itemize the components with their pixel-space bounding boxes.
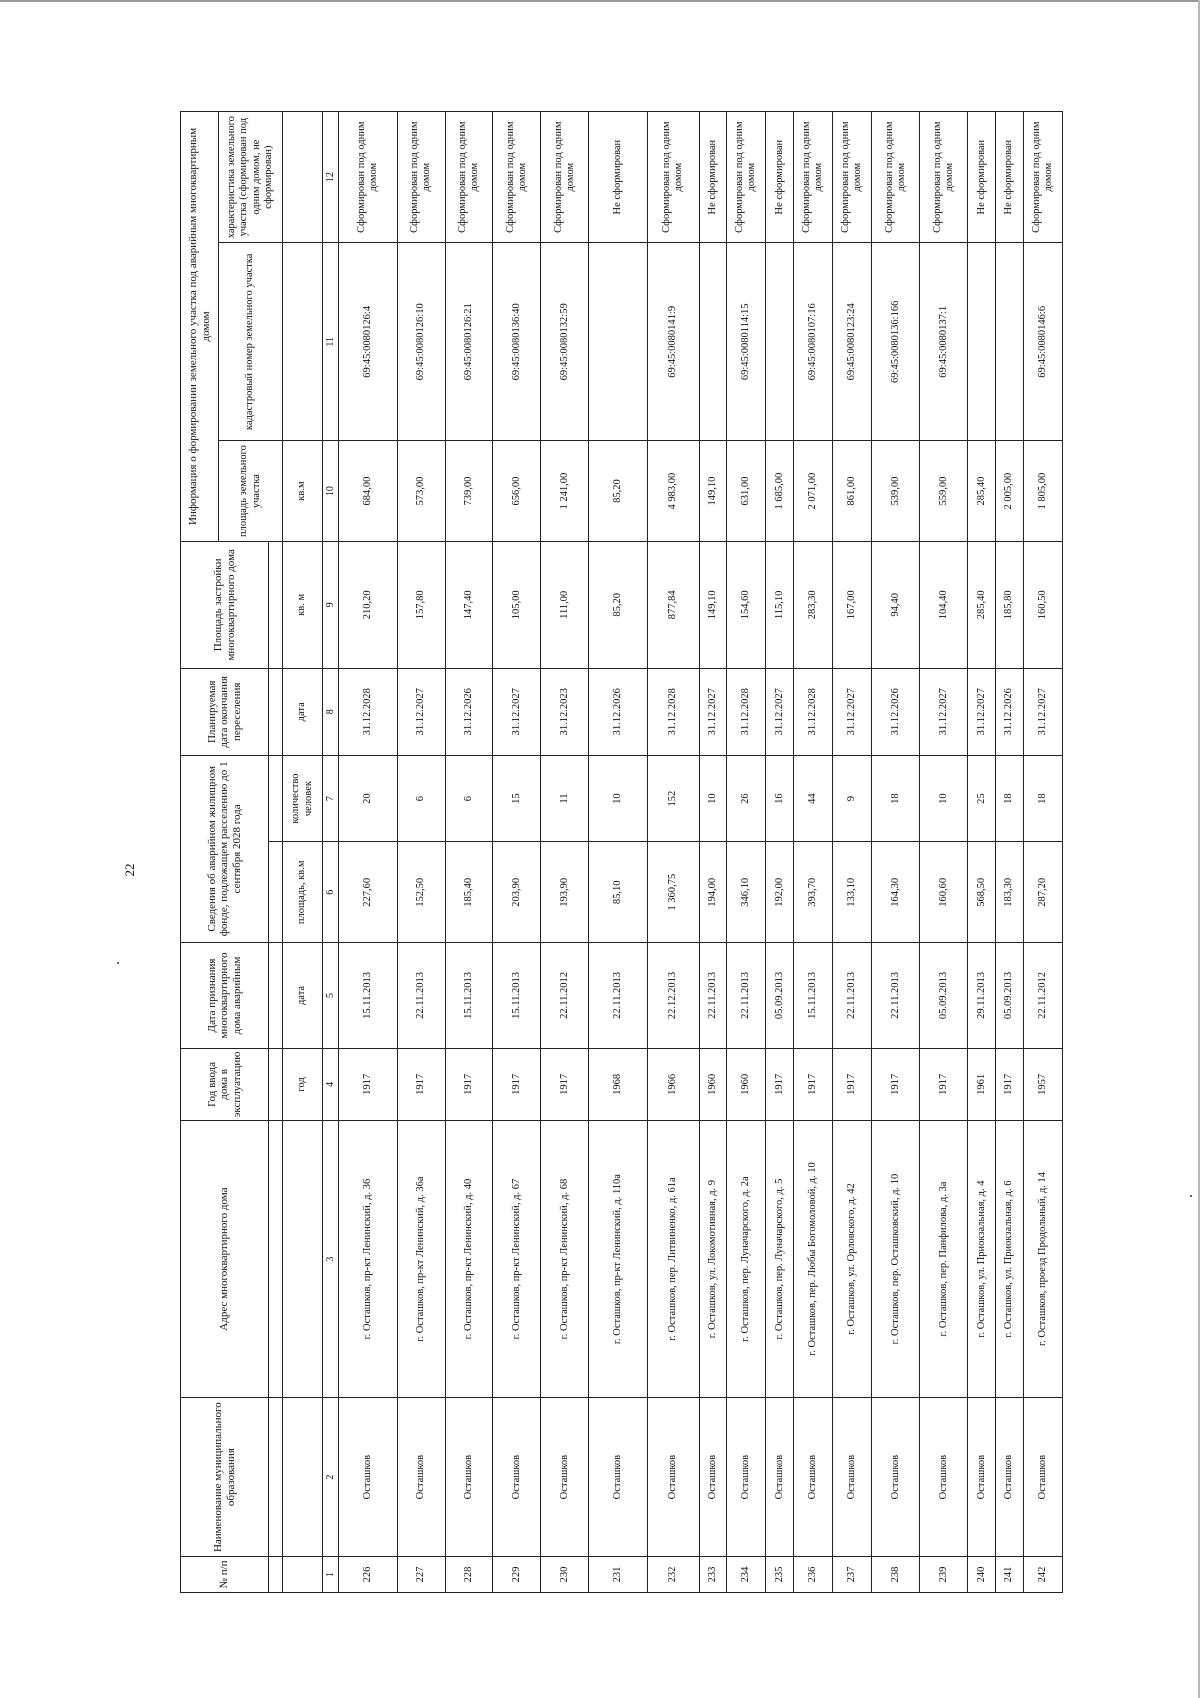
- land-characteristic: Сформирован под одним домом: [338, 112, 397, 243]
- recognition-date: 15.11.2013: [493, 943, 541, 1049]
- emergency-housing-table: [180, 111, 1063, 1593]
- unit-empty: [283, 1398, 323, 1557]
- land-area: 1 241,00: [541, 441, 589, 542]
- address: г. Осташков, пр-кт Ленинский, д. 67: [493, 1120, 541, 1397]
- land-area: 861,00: [833, 441, 872, 542]
- commission-year: 1957: [1023, 1048, 1062, 1120]
- cadastral-number: 69:45:0080137:1: [920, 243, 968, 441]
- land-characteristic: Сформирован под одним домом: [648, 112, 699, 243]
- land-area: 559,00: [920, 441, 968, 542]
- recognition-date: 05.09.2013: [995, 943, 1023, 1049]
- cadastral-number: [589, 243, 648, 441]
- planned-date: 31.12.2026: [589, 668, 648, 755]
- address: г. Осташков, ул. Локомотивная, д. 9: [699, 1120, 727, 1397]
- header-planned-date: Планируемая дата окончания переселения: [181, 668, 269, 755]
- planned-date: 31.12.2028: [727, 668, 766, 755]
- recognition-date: 22.11.2013: [833, 943, 872, 1049]
- address: г. Осташков, проезд Продольный, д. 14: [1023, 1120, 1062, 1397]
- row-number: 242: [1023, 1557, 1062, 1593]
- land-characteristic: Сформирован под одним домом: [397, 112, 445, 243]
- cadastral-number: 69:45:0080136:166: [872, 243, 920, 441]
- table-row: [727, 112, 766, 1593]
- table-row: [794, 112, 833, 1593]
- people-count: 20: [338, 755, 397, 842]
- cadastral-number: [766, 243, 794, 441]
- people-count: 152: [648, 755, 699, 842]
- address: г. Осташков, пр-кт Ленинский, д. 110а: [589, 1120, 648, 1397]
- commission-year: 1917: [794, 1048, 833, 1120]
- recognition-date: 15.11.2013: [445, 943, 493, 1049]
- planned-date: 31.12.2023: [541, 668, 589, 755]
- housing-area: 192,00: [766, 842, 794, 943]
- row-number: 228: [445, 1557, 493, 1593]
- people-count: 10: [699, 755, 727, 842]
- table-row: [833, 112, 872, 1593]
- page-number: 22: [122, 863, 137, 877]
- planned-date: 31.12.2027: [920, 668, 968, 755]
- address: г. Осташков, пер. Литвиненко, д. 61а: [648, 1120, 699, 1397]
- cadastral-number: 69:45:0080126:4: [338, 243, 397, 441]
- cadastral-number: 69:45:0080107:16: [794, 243, 833, 441]
- land-characteristic: Сформирован под одним домом: [1023, 112, 1062, 243]
- build-area: 147,40: [445, 541, 493, 668]
- housing-area: 346,10: [727, 842, 766, 943]
- build-area: 149,10: [699, 541, 727, 668]
- municipality: Осташков: [589, 1398, 648, 1557]
- municipality: Осташков: [397, 1398, 445, 1557]
- land-characteristic: Не сформирован: [995, 112, 1023, 243]
- land-characteristic: Не сформирован: [589, 112, 648, 243]
- planned-date: 31.12.2026: [445, 668, 493, 755]
- recognition-date: 22.11.2013: [397, 943, 445, 1049]
- land-area: 149,10: [699, 441, 727, 542]
- row-number: 241: [995, 1557, 1023, 1593]
- cadastral-number: 69:45:0080126:10: [397, 243, 445, 441]
- unit-empty: [283, 112, 323, 243]
- housing-area: 193,90: [541, 842, 589, 943]
- column-number: 5: [323, 943, 339, 1049]
- unit-plan-date: дата: [283, 668, 323, 755]
- land-characteristic: Сформирован под одним домом: [794, 112, 833, 243]
- municipality: Осташков: [766, 1398, 794, 1557]
- cadastral-number: 69:45:0080141:9: [648, 243, 699, 441]
- commission-year: 1917: [766, 1048, 794, 1120]
- planned-date: 31.12.2027: [397, 668, 445, 755]
- housing-area: 160,60: [920, 842, 968, 943]
- table-row: [338, 112, 397, 1593]
- people-count: 6: [445, 755, 493, 842]
- build-area: 285,40: [968, 541, 996, 668]
- land-characteristic: Не сформирован: [968, 112, 996, 243]
- commission-year: 1917: [541, 1048, 589, 1120]
- table-row: [589, 112, 648, 1593]
- people-count: 26: [727, 755, 766, 842]
- unit-date: дата: [283, 943, 323, 1049]
- cadastral-number: 69:45:0080123:24: [833, 243, 872, 441]
- planned-date: 31.12.2028: [648, 668, 699, 755]
- header-empty-1: [269, 1557, 283, 1593]
- land-area: 573,00: [397, 441, 445, 542]
- column-number: 8: [323, 668, 339, 755]
- people-count: 18: [995, 755, 1023, 842]
- municipality: Осташков: [794, 1398, 833, 1557]
- cadastral-number: 69:45:0080132:59: [541, 243, 589, 441]
- municipality: Осташков: [493, 1398, 541, 1557]
- column-number-row: [323, 112, 339, 1593]
- municipality: Осташков: [699, 1398, 727, 1557]
- build-area: 115,10: [766, 541, 794, 668]
- land-area: 285,40: [968, 441, 996, 542]
- housing-area: 152,50: [397, 842, 445, 943]
- municipality: Осташков: [338, 1398, 397, 1557]
- municipality: Осташков: [727, 1398, 766, 1557]
- build-area: 185,80: [995, 541, 1023, 668]
- housing-area: 393,70: [794, 842, 833, 943]
- planned-date: 31.12.2028: [794, 668, 833, 755]
- row-number: 231: [589, 1557, 648, 1593]
- housing-area: 287,20: [1023, 842, 1062, 943]
- commission-year: 1960: [727, 1048, 766, 1120]
- land-area: 684,00: [338, 441, 397, 542]
- recognition-date: 22.11.2013: [727, 943, 766, 1049]
- people-count: 18: [872, 755, 920, 842]
- row-number: 237: [833, 1557, 872, 1593]
- land-area: 1 805,00: [1023, 441, 1062, 542]
- planned-date: 31.12.2026: [872, 668, 920, 755]
- land-characteristic: Сформирован под одним домом: [445, 112, 493, 243]
- housing-area: 1 360,75: [648, 842, 699, 943]
- land-characteristic: Сформирован под одним домом: [541, 112, 589, 243]
- table-row: [766, 112, 794, 1593]
- address: г. Осташков, пер. Осташковский, д. 10: [872, 1120, 920, 1397]
- commission-year: 1917: [397, 1048, 445, 1120]
- build-area: 877,84: [648, 541, 699, 668]
- header-empty-3: [269, 1120, 283, 1397]
- build-area: 167,00: [833, 541, 872, 668]
- row-number: 234: [727, 1557, 766, 1593]
- people-count: 18: [1023, 755, 1062, 842]
- land-area: 85,20: [589, 441, 648, 542]
- housing-area: 183,30: [995, 842, 1023, 943]
- cadastral-number: [995, 243, 1023, 441]
- housing-area: 227,60: [338, 842, 397, 943]
- recognition-date: 29.11.2013: [968, 943, 996, 1049]
- municipality: Осташков: [995, 1398, 1023, 1557]
- column-number: 11: [323, 243, 339, 441]
- scan-speck: [1190, 1195, 1192, 1197]
- recognition-date: 22.11.2012: [541, 943, 589, 1049]
- recognition-date: 22.11.2013: [589, 943, 648, 1049]
- planned-date: 31.12.2028: [338, 668, 397, 755]
- people-count: 10: [589, 755, 648, 842]
- commission-year: 1917: [445, 1048, 493, 1120]
- cadastral-number: 69:45:0080146:6: [1023, 243, 1062, 441]
- municipality: Осташков: [833, 1398, 872, 1557]
- header-empty-4: [269, 1048, 283, 1120]
- land-characteristic: Сформирован под одним домом: [493, 112, 541, 243]
- unit-empty: [283, 1557, 323, 1593]
- commission-year: 1960: [699, 1048, 727, 1120]
- table-row: [541, 112, 589, 1593]
- build-area: 104,40: [920, 541, 968, 668]
- table-row: [397, 112, 445, 1593]
- land-area: 631,00: [727, 441, 766, 542]
- cadastral-number: 69:45:0080114:15: [727, 243, 766, 441]
- header-land-info: Информация о формировании земельного участка под аварийным многоквартирным домом: [181, 112, 219, 542]
- cadastral-number: [699, 243, 727, 441]
- land-area: 739,00: [445, 441, 493, 542]
- unit-empty: [283, 1120, 323, 1397]
- header-land-characteristic: характеристика земельного участка (сформирован под одним домом, не сформирован): [219, 112, 283, 243]
- build-area: 157,80: [397, 541, 445, 668]
- planned-date: 31.12.2026: [995, 668, 1023, 755]
- header-municipality: Наименование муниципального образования: [181, 1398, 269, 1557]
- build-area: 283,30: [794, 541, 833, 668]
- cadastral-number: [968, 243, 996, 441]
- header-empty-2: [269, 1398, 283, 1557]
- commission-year: 1968: [589, 1048, 648, 1120]
- planned-date: 31.12.2027: [833, 668, 872, 755]
- people-count: 9: [833, 755, 872, 842]
- column-number: 7: [323, 755, 339, 842]
- header-empty-6: [269, 842, 283, 943]
- cadastral-number: 69:45:0080126:21: [445, 243, 493, 441]
- recognition-date: 22.11.2012: [1023, 943, 1062, 1049]
- address: г. Осташков, пр-кт Ленинский, д. 36: [338, 1120, 397, 1397]
- header-recognition-date: Дата признания многоквартирного дома аварийным: [181, 943, 269, 1049]
- row-number: 226: [338, 1557, 397, 1593]
- column-number: 9: [323, 541, 339, 668]
- row-number: 239: [920, 1557, 968, 1593]
- address: г. Осташков, ул. Приокзальная, д. 4: [968, 1120, 996, 1397]
- people-count: 6: [397, 755, 445, 842]
- column-number: 6: [323, 842, 339, 943]
- unit-people: количество человек: [283, 755, 323, 842]
- municipality: Осташков: [1023, 1398, 1062, 1557]
- commission-year: 1917: [920, 1048, 968, 1120]
- header-row-1: [181, 112, 219, 1593]
- row-number: 233: [699, 1557, 727, 1593]
- column-number: 2: [323, 1398, 339, 1557]
- land-characteristic: Не сформирован: [766, 112, 794, 243]
- table-row: [699, 112, 727, 1593]
- address: г. Осташков, ул. Орловского, д. 42: [833, 1120, 872, 1397]
- planned-date: 31.12.2027: [968, 668, 996, 755]
- commission-year: 1917: [872, 1048, 920, 1120]
- unit-year: год: [283, 1048, 323, 1120]
- column-number: 3: [323, 1120, 339, 1397]
- build-area: 94,40: [872, 541, 920, 668]
- people-count: 15: [493, 755, 541, 842]
- column-number: 10: [323, 441, 339, 542]
- land-characteristic: Сформирован под одним домом: [872, 112, 920, 243]
- address: г. Осташков, пер. Любы Богомоловой, д. 10: [794, 1120, 833, 1397]
- recognition-date: 15.11.2013: [794, 943, 833, 1049]
- table-row: [995, 112, 1023, 1593]
- land-characteristic: Сформирован под одним домом: [833, 112, 872, 243]
- recognition-date: 22.11.2013: [872, 943, 920, 1049]
- municipality: Осташков: [541, 1398, 589, 1557]
- housing-area: 133,10: [833, 842, 872, 943]
- row-number: 238: [872, 1557, 920, 1593]
- header-cadastral-number: кадастровый номер земельного участка: [219, 243, 283, 441]
- row-number: 232: [648, 1557, 699, 1593]
- land-area: 2 071,00: [794, 441, 833, 542]
- header-housing-info: Сведения об аварийном жилищном фонде, подлежащем расселению до 1 сентября 2028 года: [181, 755, 269, 942]
- recognition-date: 05.09.2013: [920, 943, 968, 1049]
- column-number: 12: [323, 112, 339, 243]
- address: г. Осташков, пер. Луначарского, д. 2а: [727, 1120, 766, 1397]
- build-area: 105,00: [493, 541, 541, 668]
- column-number: 4: [323, 1048, 339, 1120]
- header-units-row: [283, 112, 323, 1593]
- municipality: Осташков: [872, 1398, 920, 1557]
- table-row: [493, 112, 541, 1593]
- address: г. Осташков, ул. Приокзальная, д. 6: [995, 1120, 1023, 1397]
- municipality: Осташков: [968, 1398, 996, 1557]
- row-number: 229: [493, 1557, 541, 1593]
- commission-year: 1917: [338, 1048, 397, 1120]
- build-area: 85,20: [589, 541, 648, 668]
- commission-year: 1961: [968, 1048, 996, 1120]
- unit-empty: [283, 243, 323, 441]
- build-area: 210,20: [338, 541, 397, 668]
- header-build-area: Площадь застройки многоквартирного дома: [181, 541, 269, 668]
- recognition-date: 05.09.2013: [766, 943, 794, 1049]
- municipality: Осташков: [648, 1398, 699, 1557]
- people-count: 10: [920, 755, 968, 842]
- header-commission-year: Год ввода дома в эксплуатацию: [181, 1048, 269, 1120]
- planned-date: 31.12.2027: [1023, 668, 1062, 755]
- header-empty-5: [269, 943, 283, 1049]
- table-row: [1023, 112, 1062, 1593]
- land-area: 1 685,00: [766, 441, 794, 542]
- planned-date: 31.12.2027: [699, 668, 727, 755]
- build-area: 154,60: [727, 541, 766, 668]
- row-number: 240: [968, 1557, 996, 1593]
- address: г. Осташков, пр-кт Ленинский, д. 68: [541, 1120, 589, 1397]
- land-area: 656,00: [493, 441, 541, 542]
- commission-year: 1917: [995, 1048, 1023, 1120]
- table-row: [445, 112, 493, 1593]
- header-empty-9: [269, 541, 283, 668]
- table-row: [872, 112, 920, 1593]
- commission-year: 1917: [493, 1048, 541, 1120]
- header-empty-8: [269, 668, 283, 755]
- row-number: 235: [766, 1557, 794, 1593]
- build-area: 160,50: [1023, 541, 1062, 668]
- people-count: 11: [541, 755, 589, 842]
- commission-year: 1966: [648, 1048, 699, 1120]
- header-empty-7: [269, 755, 283, 842]
- planned-date: 31.12.2027: [766, 668, 794, 755]
- unit-build-area: кв. м: [283, 541, 323, 668]
- row-number: 227: [397, 1557, 445, 1593]
- land-area: 539,00: [872, 441, 920, 542]
- housing-area: 203,90: [493, 842, 541, 943]
- header-number: № п/п: [181, 1557, 269, 1593]
- document-table-container: [180, 111, 1063, 1593]
- table-row: [968, 112, 996, 1593]
- unit-land-area: кв.м: [283, 441, 323, 542]
- land-characteristic: Сформирован под одним домом: [920, 112, 968, 243]
- unit-area: площадь, кв.м: [283, 842, 323, 943]
- municipality: Осташков: [445, 1398, 493, 1557]
- header-land-area: площадь земельного участка: [219, 441, 283, 542]
- people-count: 44: [794, 755, 833, 842]
- land-area: 2 005,00: [995, 441, 1023, 542]
- table-body: [323, 112, 1063, 1593]
- build-area: 111,00: [541, 541, 589, 668]
- recognition-date: 22.12.2013: [648, 943, 699, 1049]
- address: г. Осташков, пер. Панфилова, д. 3а: [920, 1120, 968, 1397]
- housing-area: 85,10: [589, 842, 648, 943]
- commission-year: 1917: [833, 1048, 872, 1120]
- people-count: 25: [968, 755, 996, 842]
- header-address: Адрес многоквартирного дома: [181, 1120, 269, 1397]
- scan-speck: [117, 962, 119, 964]
- people-count: 16: [766, 755, 794, 842]
- land-characteristic: Сформирован под одним домом: [727, 112, 766, 243]
- address: г. Осташков, пр-кт Ленинский, д. 40: [445, 1120, 493, 1397]
- recognition-date: 15.11.2013: [338, 943, 397, 1049]
- housing-area: 568,50: [968, 842, 996, 943]
- housing-area: 185,40: [445, 842, 493, 943]
- municipality: Осташков: [920, 1398, 968, 1557]
- row-number: 236: [794, 1557, 833, 1593]
- table-row: [920, 112, 968, 1593]
- land-characteristic: Не сформирован: [699, 112, 727, 243]
- land-area: 4 983,00: [648, 441, 699, 542]
- housing-area: 194,00: [699, 842, 727, 943]
- row-number: 230: [541, 1557, 589, 1593]
- cadastral-number: 69:45:0080136:40: [493, 243, 541, 441]
- address: г. Осташков, пр-кт Ленинский, д. 36а: [397, 1120, 445, 1397]
- column-number: 1: [323, 1557, 339, 1593]
- housing-area: 164,30: [872, 842, 920, 943]
- recognition-date: 22.11.2013: [699, 943, 727, 1049]
- address: г. Осташков, пер. Луначарского, д. 5: [766, 1120, 794, 1397]
- table-row: [648, 112, 699, 1593]
- scan-edge-top: [0, 0, 1200, 2]
- planned-date: 31.12.2027: [493, 668, 541, 755]
